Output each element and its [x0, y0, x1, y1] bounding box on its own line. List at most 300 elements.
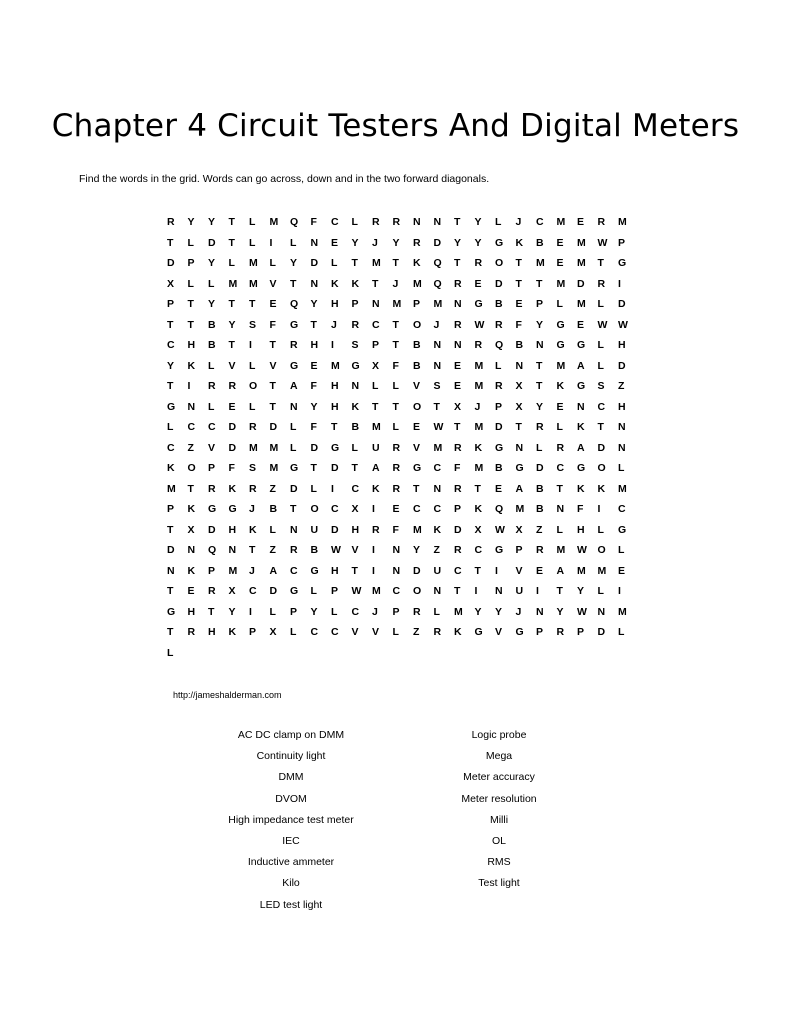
grid-letter: G: [474, 626, 483, 639]
grid-letter: G: [618, 523, 627, 536]
grid-letter: G: [290, 318, 299, 331]
grid-letter: D: [167, 544, 175, 557]
grid-letter: A: [269, 564, 278, 577]
grid-letter: T: [167, 380, 174, 393]
grid-letter: D: [618, 298, 626, 311]
grid-letter: D: [495, 421, 503, 434]
grid-letter: N: [495, 585, 503, 598]
grid-letter: B: [495, 462, 503, 475]
grid-letter: L: [187, 236, 194, 249]
grid-letter: T: [413, 482, 420, 495]
grid-letter: R: [392, 462, 401, 475]
grid-letter: L: [167, 421, 174, 434]
grid-letter: E: [454, 359, 462, 372]
grid-letter: J: [474, 400, 481, 413]
grid-letter: R: [556, 626, 565, 639]
grid-letter: C: [618, 503, 626, 516]
grid-letter: Y: [208, 257, 216, 270]
grid-letter: N: [454, 298, 462, 311]
grid-letter: B: [495, 298, 503, 311]
grid-letter: L: [290, 236, 297, 249]
grid-letter: H: [331, 400, 339, 413]
grid-letter: P: [515, 544, 523, 557]
grid-letter: T: [454, 257, 461, 270]
grid-letter: W: [618, 318, 628, 331]
grid-letter: Y: [577, 585, 585, 598]
grid-letter: P: [392, 605, 400, 618]
grid-letter: M: [413, 277, 422, 290]
grid-letter: R: [495, 380, 503, 393]
grid-letter: C: [474, 544, 483, 557]
grid-letter: D: [597, 441, 606, 454]
grid-letter: X: [372, 359, 380, 372]
grid-letter: N: [392, 564, 401, 577]
grid-letter: N: [413, 216, 421, 229]
grid-letter: R: [372, 523, 380, 536]
grid-letter: E: [228, 400, 236, 413]
grid-letter: M: [228, 277, 238, 290]
grid-letter: M: [269, 462, 279, 475]
grid-letter: T: [208, 605, 215, 618]
grid-letter: R: [413, 605, 421, 618]
grid-letter: K: [331, 277, 339, 290]
grid-letter: B: [208, 339, 216, 352]
grid-letter: K: [597, 482, 606, 495]
grid-letter: E: [495, 482, 503, 495]
grid-letter: M: [556, 544, 566, 557]
grid-letter: T: [269, 339, 276, 352]
grid-letter: R: [208, 585, 216, 598]
grid-letter: H: [310, 339, 319, 352]
grid-letter: R: [556, 441, 565, 454]
word-list-item: AC DC clamp on DMM: [237, 729, 345, 741]
grid-letter: C: [208, 421, 216, 434]
grid-letter: N: [310, 277, 319, 290]
grid-letter: L: [290, 626, 297, 639]
grid-letter: H: [228, 523, 237, 536]
grid-letter: G: [577, 380, 586, 393]
grid-letter: M: [474, 359, 484, 372]
grid-letter: Y: [392, 236, 400, 249]
grid-letter: R: [249, 482, 257, 495]
word-list-item: IEC: [282, 834, 300, 847]
grid-letter: X: [351, 503, 359, 516]
grid-letter: N: [515, 359, 524, 372]
grid-letter: T: [167, 318, 174, 331]
grid-letter: E: [413, 421, 421, 434]
grid-letter: G: [474, 298, 483, 311]
grid-letter: G: [290, 462, 299, 475]
grid-letter: E: [392, 503, 400, 516]
grid-letter: T: [228, 236, 235, 249]
grid-letter: C: [454, 564, 462, 577]
grid-letter: N: [433, 482, 442, 495]
grid-letter: C: [167, 339, 175, 352]
grid-letter: T: [249, 298, 256, 311]
grid-letter: M: [556, 216, 566, 229]
grid-letter: T: [290, 277, 297, 290]
grid-letter: M: [331, 359, 340, 372]
grid-letter: R: [454, 482, 462, 495]
grid-letter: E: [536, 564, 544, 577]
grid-letter: K: [187, 503, 196, 516]
grid-letter: X: [474, 523, 482, 536]
grid-letter: P: [454, 503, 462, 516]
grid-letter: G: [515, 626, 524, 639]
grid-letter: L: [392, 421, 399, 434]
grid-letter: N: [167, 564, 175, 577]
grid-letter: L: [249, 400, 256, 413]
grid-letter: K: [187, 564, 196, 577]
grid-letter: D: [310, 257, 319, 270]
grid-letter: Y: [474, 605, 482, 618]
grid-letter: Y: [351, 236, 359, 249]
grid-letter: N: [454, 339, 462, 352]
grid-letter: M: [372, 257, 381, 270]
grid-letter: L: [351, 216, 358, 229]
grid-letter: N: [433, 585, 442, 598]
grid-letter: E: [454, 380, 462, 393]
grid-letter: N: [556, 503, 565, 516]
grid-letter: Y: [290, 257, 298, 270]
grid-letter: T: [454, 585, 461, 598]
grid-letter: N: [577, 400, 585, 413]
grid-letter: H: [331, 564, 339, 577]
grid-letter: W: [577, 544, 587, 557]
grid-letter: J: [433, 318, 440, 331]
grid-letter: L: [597, 585, 604, 598]
grid-letter: R: [167, 216, 175, 229]
grid-letter: T: [228, 298, 235, 311]
grid-letter: R: [454, 441, 462, 454]
grid-letter: I: [372, 544, 375, 557]
grid-letter: N: [290, 523, 298, 536]
grid-letter: I: [249, 605, 252, 618]
grid-letter: L: [597, 298, 604, 311]
grid-letter: D: [310, 441, 319, 454]
grid-letter: G: [290, 359, 299, 372]
grid-letter: L: [618, 462, 625, 475]
grid-letter: O: [597, 462, 606, 475]
grid-letter: T: [351, 462, 358, 475]
grid-letter: T: [167, 626, 174, 639]
grid-letter: M: [515, 503, 525, 516]
grid-letter: X: [515, 400, 523, 413]
grid-letter: A: [556, 564, 565, 577]
grid-letter: Y: [536, 318, 544, 331]
grid-letter: R: [454, 544, 462, 557]
grid-letter: R: [187, 626, 196, 639]
grid-letter: E: [577, 318, 585, 331]
grid-letter: D: [208, 523, 216, 536]
grid-letter: L: [249, 236, 256, 249]
grid-letter: R: [249, 421, 257, 434]
grid-letter: J: [392, 277, 399, 290]
grid-letter: L: [290, 441, 297, 454]
grid-letter: Q: [208, 544, 217, 557]
grid-letter: Y: [536, 400, 544, 413]
grid-letter: L: [597, 359, 604, 372]
grid-letter: W: [351, 585, 362, 598]
grid-letter: O: [187, 462, 196, 475]
grid-letter: K: [577, 482, 585, 495]
grid-letter: T: [474, 482, 481, 495]
grid-letter: P: [187, 257, 195, 270]
grid-letter: F: [392, 359, 399, 372]
grid-letter: Z: [269, 482, 276, 495]
grid-letter: C: [536, 216, 544, 229]
grid-letter: E: [556, 236, 564, 249]
grid-letter: P: [536, 298, 544, 311]
grid-letter: M: [269, 441, 279, 454]
grid-letter: L: [372, 380, 379, 393]
grid-letter: C: [187, 421, 196, 434]
grid-letter: R: [536, 421, 544, 434]
grid-letter: Z: [618, 380, 625, 393]
grid-letter: C: [372, 318, 380, 331]
grid-letter: G: [413, 462, 422, 475]
grid-letter: G: [556, 318, 565, 331]
grid-letter: M: [474, 380, 484, 393]
grid-letter: V: [413, 380, 421, 393]
grid-letter: D: [167, 257, 175, 270]
grid-letter: Y: [556, 605, 564, 618]
grid-letter: O: [413, 318, 422, 331]
grid-letter: V: [372, 626, 380, 639]
grid-letter: E: [556, 257, 564, 270]
grid-letter: A: [290, 380, 298, 393]
grid-letter: G: [495, 441, 504, 454]
grid-letter: P: [372, 339, 380, 352]
grid-letter: R: [454, 277, 462, 290]
grid-letter: V: [515, 564, 523, 577]
word-list-item: Kilo: [282, 877, 300, 890]
grid-letter: D: [228, 441, 237, 454]
grid-letter: H: [618, 400, 626, 413]
grid-letter: D: [618, 359, 626, 372]
grid-letter: Y: [474, 236, 482, 249]
grid-letter: D: [433, 236, 442, 249]
grid-letter: P: [536, 626, 544, 639]
grid-letter: M: [372, 585, 381, 598]
grid-letter: G: [208, 503, 217, 516]
grid-letter: K: [351, 277, 360, 290]
grid-letter: R: [351, 318, 360, 331]
grid-letter: T: [392, 318, 399, 331]
grid-letter: R: [454, 318, 462, 331]
grid-letter: I: [269, 236, 273, 249]
grid-letter: L: [269, 523, 276, 536]
grid-letter: L: [269, 257, 276, 270]
grid-letter: M: [618, 216, 627, 229]
grid-letter: B: [536, 482, 544, 495]
grid-letter: C: [167, 441, 175, 454]
grid-letter: K: [556, 380, 565, 393]
grid-letter: L: [597, 523, 604, 536]
grid-letter: R: [433, 626, 442, 639]
grid-letter: M: [228, 564, 238, 577]
grid-letter: V: [269, 277, 277, 290]
grid-letter: F: [310, 216, 317, 229]
grid-letter: F: [228, 462, 235, 475]
grid-letter: N: [515, 441, 524, 454]
grid-letter: I: [372, 564, 375, 577]
grid-letter: C: [413, 503, 421, 516]
grid-letter: E: [269, 298, 277, 311]
grid-letter: C: [310, 626, 319, 639]
grid-letter: S: [597, 380, 605, 393]
grid-letter: X: [187, 523, 195, 536]
grid-letter: R: [392, 441, 401, 454]
grid-letter: K: [228, 482, 237, 495]
grid-letter: P: [351, 298, 359, 311]
grid-letter: T: [167, 236, 174, 249]
grid-letter: P: [249, 626, 257, 639]
grid-letter: E: [618, 564, 626, 577]
word-list-item: Meter resolution: [461, 792, 537, 805]
grid-letter: Q: [290, 298, 299, 311]
word-list-item: Test light: [478, 877, 520, 890]
word-list-item: DVOM: [275, 792, 307, 805]
grid-letter: N: [310, 236, 319, 249]
grid-letter: X: [454, 400, 462, 413]
grid-letter: L: [536, 441, 543, 454]
grid-letter: R: [474, 339, 483, 352]
grid-letter: T: [515, 277, 522, 290]
grid-letter: G: [618, 257, 627, 270]
grid-letter: M: [597, 564, 607, 577]
grid-letter: D: [495, 277, 503, 290]
grid-letter: S: [351, 339, 359, 352]
grid-letter: D: [454, 523, 462, 536]
grid-letter: T: [597, 421, 604, 434]
word-list-item: LED test light: [259, 898, 323, 911]
grid-letter: T: [454, 216, 461, 229]
grid-letter: O: [310, 503, 319, 516]
grid-letter: D: [331, 523, 339, 536]
grid-letter: I: [474, 585, 478, 598]
grid-letter: Y: [208, 298, 216, 311]
grid-letter: W: [495, 523, 505, 536]
word-list-item: Milli: [489, 813, 509, 826]
grid-letter: D: [577, 277, 585, 290]
grid-letter: E: [187, 585, 195, 598]
grid-letter: T: [536, 359, 543, 372]
grid-letter: Y: [413, 544, 421, 557]
grid-letter: V: [495, 626, 503, 639]
grid-letter: P: [413, 298, 421, 311]
grid-letter: K: [515, 236, 524, 249]
word-list-item: DMM: [278, 771, 304, 784]
grid-letter: M: [474, 421, 484, 434]
grid-letter: B: [515, 339, 524, 352]
grid-letter: D: [536, 462, 544, 475]
grid-letter: M: [454, 605, 463, 618]
grid-letter: Y: [310, 605, 318, 618]
grid-letter: L: [556, 421, 563, 434]
grid-letter: L: [331, 257, 338, 270]
grid-letter: D: [331, 462, 339, 475]
page-title: Chapter 4 Circuit Testers And Digital Meters: [51, 108, 740, 144]
grid-letter: R: [228, 380, 237, 393]
grid-letter: R: [208, 482, 216, 495]
grid-letter: M: [618, 605, 627, 618]
grid-letter: T: [269, 380, 276, 393]
grid-letter: T: [228, 216, 235, 229]
grid-letter: C: [331, 626, 339, 639]
grid-letter: N: [187, 544, 196, 557]
grid-letter: V: [269, 359, 277, 372]
grid-letter: L: [351, 441, 358, 454]
grid-letter: Q: [433, 277, 442, 290]
grid-letter: S: [249, 318, 257, 331]
grid-letter: L: [310, 482, 317, 495]
grid-letter: E: [310, 359, 318, 372]
grid-letter: R: [413, 236, 421, 249]
grid-letter: F: [454, 462, 461, 475]
grid-letter: T: [187, 482, 194, 495]
grid-letter: N: [536, 605, 544, 618]
grid-letter: N: [433, 339, 442, 352]
grid-letter: N: [618, 441, 626, 454]
word-list-item: Inductive ammeter: [247, 856, 335, 869]
grid-letter: L: [269, 605, 276, 618]
grid-letter: K: [249, 523, 257, 536]
grid-letter: S: [433, 380, 441, 393]
grid-letter: O: [413, 585, 422, 598]
grid-letter: E: [515, 298, 523, 311]
grid-letter: H: [187, 605, 196, 618]
grid-letter: L: [392, 380, 399, 393]
grid-letter: L: [208, 359, 215, 372]
grid-letter: G: [495, 544, 504, 557]
grid-letter: Y: [495, 605, 503, 618]
grid-letter: X: [167, 277, 175, 290]
grid-letter: H: [331, 380, 339, 393]
grid-letter: C: [433, 462, 442, 475]
grid-letter: O: [597, 544, 606, 557]
grid-letter: T: [351, 257, 358, 270]
grid-letter: M: [618, 482, 627, 495]
grid-letter: D: [413, 564, 421, 577]
grid-letter: C: [433, 503, 442, 516]
grid-letter: L: [249, 216, 256, 229]
grid-letter: O: [495, 257, 504, 270]
grid-letter: B: [413, 359, 421, 372]
word-list-item: Mega: [485, 750, 513, 763]
grid-letter: F: [310, 421, 317, 434]
grid-letter: N: [536, 339, 544, 352]
grid-letter: G: [228, 503, 237, 516]
grid-letter: Q: [433, 257, 442, 270]
grid-letter: J: [249, 564, 255, 577]
grid-letter: T: [392, 257, 399, 270]
grid-letter: L: [597, 339, 604, 352]
grid-letter: R: [597, 277, 606, 290]
grid-letter: P: [618, 236, 626, 249]
grid-letter: E: [577, 216, 585, 229]
grid-letter: U: [433, 564, 442, 577]
grid-letter: T: [454, 421, 461, 434]
grid-letter: Y: [228, 318, 236, 331]
grid-letter: Q: [290, 216, 299, 229]
grid-letter: C: [249, 585, 257, 598]
grid-letter: M: [392, 298, 402, 311]
grid-letter: B: [208, 318, 216, 331]
grid-letter: P: [208, 564, 216, 577]
grid-letter: B: [310, 544, 319, 557]
grid-letter: T: [372, 277, 379, 290]
